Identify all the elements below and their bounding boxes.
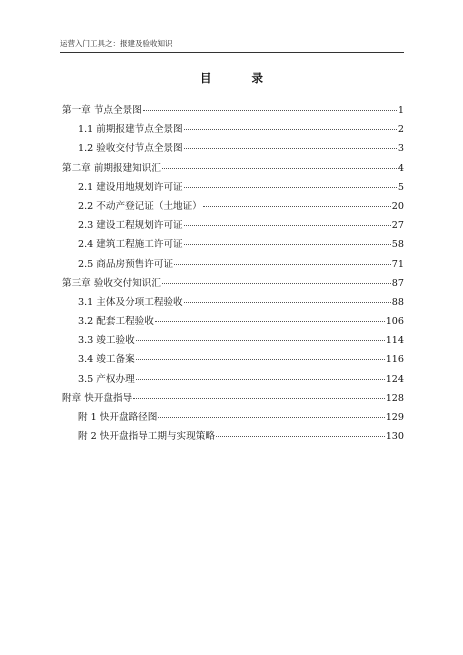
toc-page-number: 4 — [397, 162, 404, 174]
toc-page-number: 116 — [385, 354, 404, 366]
toc-entry-title: 2.2 不动产登记证（土地证） — [78, 200, 202, 212]
toc-page-number: 58 — [391, 239, 404, 251]
toc-entry-title: 3.4 竣工备案 — [78, 354, 135, 366]
dot-leader — [184, 148, 397, 149]
dot-leader — [184, 225, 391, 226]
toc-chapter-entry[interactable] — [62, 159, 404, 178]
toc-chapter-entry[interactable] — [62, 274, 404, 293]
dot-leader — [143, 110, 397, 111]
dot-leader — [162, 168, 397, 169]
toc-page-number: 130 — [385, 431, 404, 443]
dot-leader — [136, 359, 385, 360]
dot-leader — [136, 379, 385, 380]
toc-page-number: 20 — [391, 200, 404, 212]
toc-section-entry[interactable] — [62, 120, 404, 139]
toc-entry-title: 3.5 产权办理 — [78, 373, 135, 385]
toc-section-entry[interactable] — [62, 255, 404, 274]
dot-leader — [203, 206, 391, 207]
dot-leader — [184, 187, 397, 188]
toc-entry-title: 3.1 主体及分项工程验收 — [78, 296, 183, 308]
toc-page-number: 106 — [385, 316, 404, 328]
toc-page-number: 87 — [391, 277, 404, 289]
toc-page-number: 71 — [391, 258, 404, 270]
toc-page-number: 129 — [385, 412, 404, 423]
toc-entry-title: 附章 快开盘指导 — [62, 392, 133, 404]
toc-entry-title: 附 1 快开盘路径图 — [78, 412, 158, 423]
page-title: 目 录 — [199, 71, 281, 85]
toc-page-number: 1 — [397, 105, 404, 116]
dot-leader — [184, 244, 391, 245]
toc-entry-title: 2.5 商品房预售许可证 — [78, 258, 174, 270]
toc-section-entry[interactable] — [62, 293, 404, 312]
toc-entry-title: 附 2 快开盘指导工期与实现策略 — [78, 431, 215, 443]
dot-leader — [158, 417, 384, 418]
dot-leader — [133, 398, 384, 399]
toc-section-entry[interactable] — [62, 139, 404, 158]
toc-page-number: 128 — [385, 392, 404, 404]
toc-section-entry[interactable] — [62, 197, 404, 216]
toc-page-number: 124 — [385, 373, 404, 385]
dot-leader — [162, 283, 391, 284]
toc-section-entry[interactable] — [62, 408, 404, 427]
toc-page-number: 2 — [397, 124, 404, 136]
toc-chapter-entry[interactable] — [62, 389, 404, 408]
toc-entry-title: 2.4 建筑工程施工许可证 — [78, 239, 183, 251]
dot-leader — [184, 129, 397, 130]
dot-leader — [136, 340, 385, 341]
toc-page-number: 27 — [391, 220, 404, 232]
toc-section-entry[interactable] — [62, 178, 404, 197]
toc-entry-title: 3.2 配套工程验收 — [78, 316, 154, 328]
table-of-contents — [62, 101, 404, 446]
toc-entry-title: 2.3 建设工程规划许可证 — [78, 220, 183, 232]
dot-leader — [174, 264, 391, 265]
dot-leader — [184, 302, 391, 303]
toc-entry-title: 1.2 验收交付节点全景图 — [78, 143, 183, 155]
toc-section-entry[interactable] — [62, 216, 404, 235]
toc-section-entry[interactable] — [62, 331, 404, 350]
toc-entry-title: 1.1 前期报建节点全景图 — [78, 124, 183, 136]
toc-section-entry[interactable] — [62, 350, 404, 369]
toc-entry-title: 3.3 竣工验收 — [78, 335, 135, 347]
toc-page-number: 88 — [391, 296, 404, 308]
toc-entry-title: 2.1 建设用地规划许可证 — [78, 181, 183, 193]
toc-entry-title: 第一章 节点全景图 — [62, 105, 142, 116]
toc-page-number: 114 — [385, 335, 404, 347]
toc-section-entry[interactable] — [62, 312, 404, 331]
toc-page-number: 5 — [397, 181, 404, 193]
dot-leader — [216, 436, 385, 437]
toc-page-number: 3 — [397, 143, 404, 155]
running-header: 运营入门工具之：报建及验收知识 — [60, 38, 404, 53]
toc-entry-title: 第三章 验收交付知识汇 — [62, 277, 161, 289]
toc-chapter-entry[interactable] — [62, 101, 404, 120]
dot-leader — [155, 321, 385, 322]
toc-entry-title: 第二章 前期报建知识汇 — [62, 162, 161, 174]
toc-section-entry[interactable] — [62, 427, 404, 446]
toc-section-entry[interactable] — [62, 235, 404, 254]
toc-section-entry[interactable] — [62, 370, 404, 389]
